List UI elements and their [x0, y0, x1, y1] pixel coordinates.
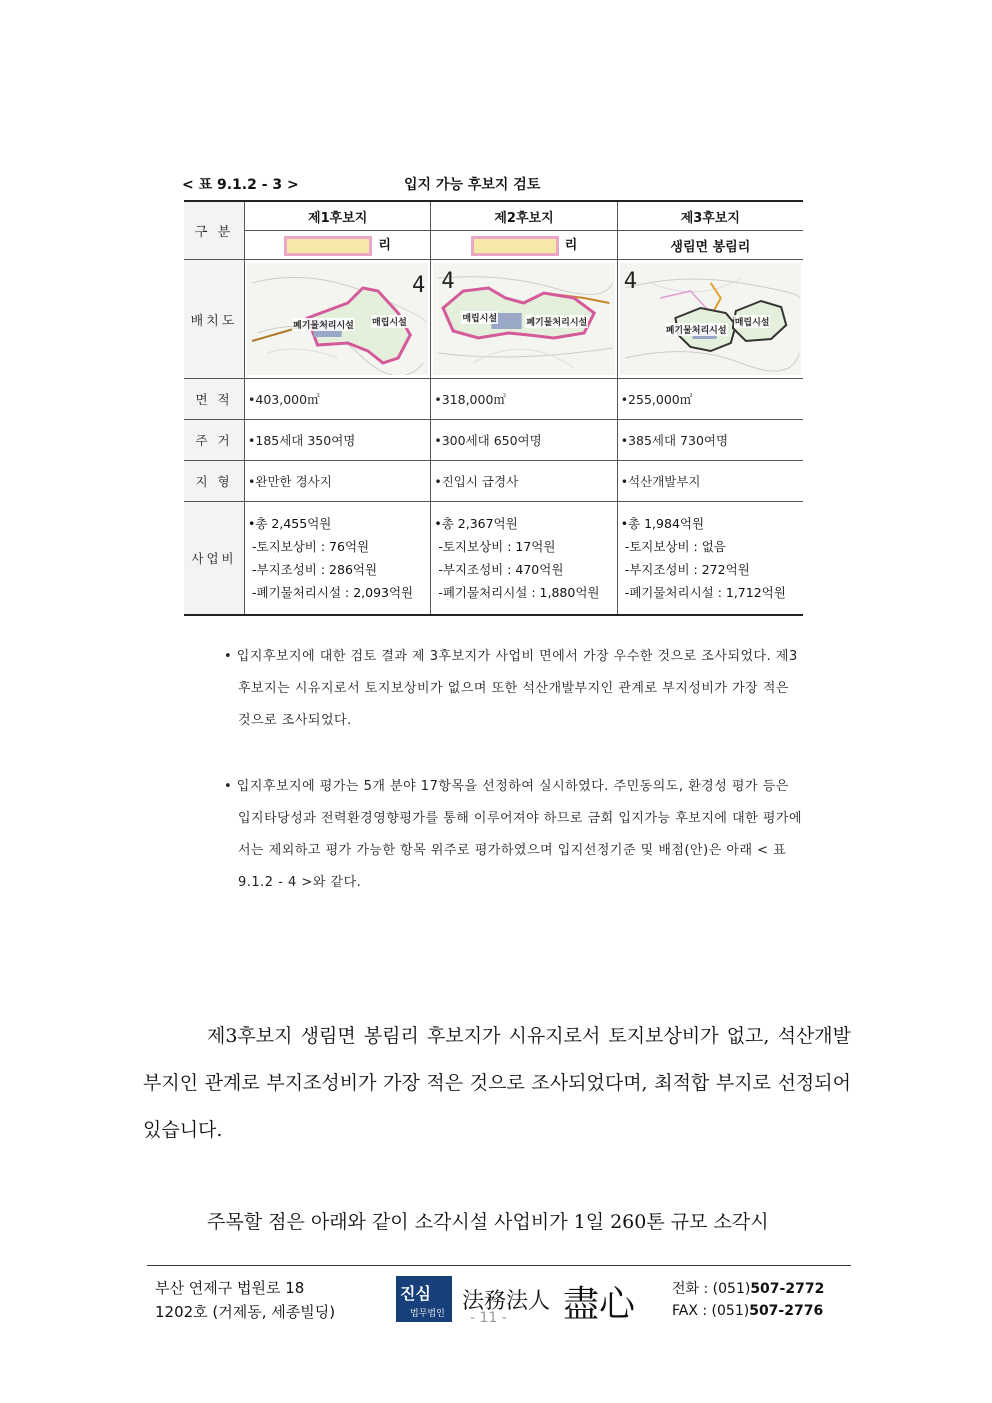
terrain-value: •완만한 경사지 [245, 461, 431, 502]
bullet-note-2: • 입지후보지에 평가는 5개 분야 17항목을 선정하여 실시하였다. 주민동의도, 환경성 평가 등은 입지타당성과 전력환경영향평가를 통해 이루어져야 하므로 금회 입지가능 후보지에 대한 평가에서는 제외하고 평가 가능한 항목 위주로 평가하였으며 입지선정기준 및 배점(안)은 아래 < 표 9.1.2 - 4 >와 같다. [224, 779, 803, 890]
cost-value [245, 502, 431, 616]
candidate-name-1: 제1후보지 [245, 201, 431, 231]
candidate-location-1: 리 [245, 231, 431, 260]
cost-value [617, 502, 803, 616]
cost-line: -토지보상비 : 없음 [624, 539, 726, 554]
map-label: 매립시설 [371, 315, 408, 328]
table-number: < 표 9.1.2 - 3 > [182, 177, 299, 193]
candidate-sites-table [184, 200, 803, 616]
north-arrow-icon: 4 [412, 273, 426, 298]
bullet-note-1: • 입지후보지에 대한 검토 결과 제 3후보지가 사업비 면에서 가장 우수한 것으로 조사되었다. 제3후보지는 시유지로서 토지보상비가 없으며 또한 석산개발부지인 관계로 부지성비가 가장 적은 것으로 조사되었다. [224, 649, 798, 728]
cost-value [431, 502, 617, 616]
cost-line: -폐기물처리시설 : 2,093억원 [252, 585, 414, 600]
row-label-terrain: 지 형 [184, 461, 245, 502]
row-label-layout: 배치도 [184, 260, 245, 379]
site-map-3 [617, 260, 803, 379]
area-value: •403,000㎡ [245, 379, 431, 420]
redacted-block [284, 236, 372, 256]
fax-number: 507-2776 [749, 1303, 824, 1319]
candidate-name-3: 제3후보지 [617, 201, 803, 231]
row-label-residents: 주 거 [184, 420, 245, 461]
area-value: •318,000㎡ [431, 379, 617, 420]
map-label: 폐기물처리시설 [292, 318, 355, 331]
firm-logo: 진심 법무법인 [396, 1276, 452, 1322]
cost-total: •총 2,367억원 [434, 516, 518, 531]
header-label: 구 분 [184, 201, 245, 260]
candidate-location-2: 리 [431, 231, 617, 260]
footer-address: 부산 연제구 법원로 18 1202호 (거제동, 세종빌딩) [155, 1279, 336, 1321]
north-arrow-icon: 4 [441, 269, 455, 294]
redacted-block [471, 236, 559, 256]
cost-line: -부지조성비 : 286억원 [252, 562, 378, 577]
candidate-location-3: 생림면 봉림리 [617, 231, 803, 260]
terrain-value: •진입시 급경사 [431, 461, 617, 502]
footer-contact: 전화 : (051)507-2772 FAX : (051)507-2776 [672, 1281, 825, 1319]
cost-line: -폐기물처리시설 : 1,712억원 [624, 585, 786, 600]
cost-line: -폐기물처리시설 : 1,880억원 [438, 585, 600, 600]
candidate-name-2: 제2후보지 [431, 201, 617, 231]
footer-divider [147, 1265, 851, 1266]
cost-total: •총 1,984억원 [620, 516, 705, 531]
body-paragraph-2: 주목할 점은 아래와 같이 소각시설 사업비가 1일 260톤 규모 소각시 [207, 1211, 769, 1233]
body-paragraph-1: 제3후보지 생림면 봉림리 후보지가 시유지로서 토지보상비가 없고, 석산개발부지인 관계로 부지조성비가 가장 적은 것으로 조사되었다며, 최적합 부지로 선정되어 있습니다. [143, 1025, 851, 1141]
cost-line: -부지조성비 : 272억원 [624, 562, 750, 577]
firm-name: 法務法人 [462, 1289, 551, 1314]
terrain-value: •석산개발부지 [617, 461, 803, 502]
cost-line: -토지보상비 : 17억원 [438, 539, 556, 554]
cost-line: -토지보상비 : 76억원 [252, 539, 370, 554]
row-label-area: 면 적 [184, 379, 245, 420]
residents-value: •385세대 730여명 [617, 420, 803, 461]
row-label-cost: 사업비 [184, 502, 245, 616]
map-label: 폐기물처리시설 [665, 323, 728, 336]
table-caption [182, 170, 802, 194]
area-value: •255,000㎡ [617, 379, 803, 420]
phone-number: 507-2772 [750, 1281, 825, 1297]
site-map-2 [431, 260, 617, 379]
map-label: 매립시설 [734, 315, 771, 328]
table-title: 입지 가능 후보지 검토 [404, 177, 541, 193]
map-label: 폐기물처리시설 [525, 315, 588, 328]
cost-line: -부지조성비 : 470억원 [438, 562, 564, 577]
map-label: 매립시설 [461, 311, 498, 324]
site-map-1 [245, 260, 431, 379]
residents-value: •185세대 350여명 [245, 420, 431, 461]
page-number: - 11 - [470, 1310, 507, 1326]
cost-total: •총 2,455억원 [248, 516, 332, 531]
north-arrow-icon: 4 [623, 269, 637, 294]
firm-name-big: 盡心 [563, 1284, 636, 1325]
residents-value: •300세대 650여명 [431, 420, 617, 461]
